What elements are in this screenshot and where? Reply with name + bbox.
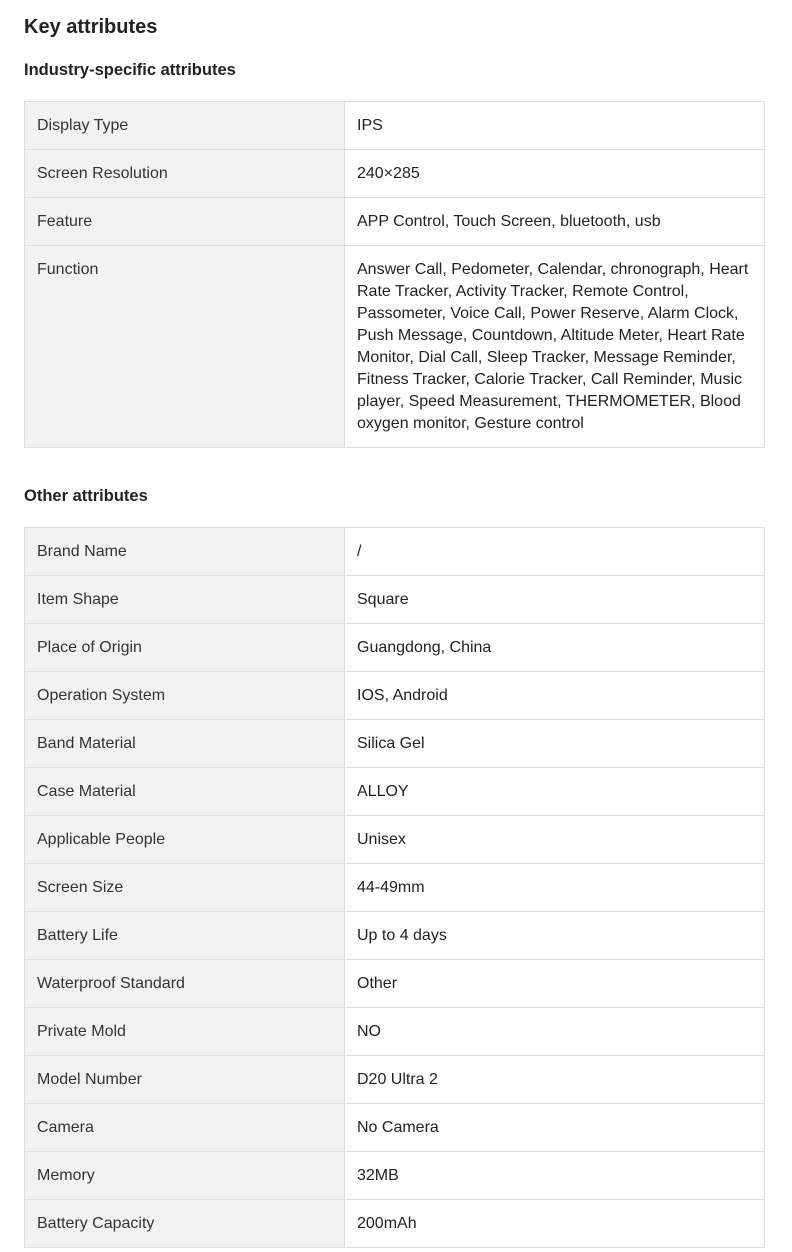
page-title: Key attributes [24, 16, 158, 38]
attribute-key: Screen Resolution [25, 150, 345, 198]
attribute-key: Display Type [25, 102, 345, 150]
section-title-industry-specific: Industry-specific attributes [24, 61, 236, 79]
attribute-row [25, 1152, 765, 1200]
attribute-row [25, 720, 765, 768]
attribute-key: Battery Life [25, 912, 345, 960]
attribute-row [25, 528, 765, 576]
attribute-key: Case Material [25, 768, 345, 816]
industry-attributes-table [24, 101, 765, 448]
attribute-row [25, 102, 765, 150]
attribute-value: IOS, Android [345, 672, 765, 720]
attribute-value: Up to 4 days [345, 912, 765, 960]
attribute-key: Brand Name [25, 528, 345, 576]
attribute-row [25, 198, 765, 246]
attribute-value: Silica Gel [345, 720, 765, 768]
attribute-key: Battery Capacity [25, 1200, 345, 1248]
attribute-row [25, 912, 765, 960]
attribute-key: Private Mold [25, 1008, 345, 1056]
attribute-value: Other [345, 960, 765, 1008]
attribute-key: Operation System [25, 672, 345, 720]
attribute-row [25, 150, 765, 198]
attribute-key: Item Shape [25, 576, 345, 624]
attribute-value: Answer Call, Pedometer, Calendar, chronograph, Heart Rate Tracker, Activity Tracker, Remote Control, Passometer, Voice Call, Power Reserve, Alarm Clock, Push Message, Countdown, Altitude Meter, Heart Rate Monitor, Dial Call, Sleep Tracker, Message Reminder, Fitness Tracker, Calorie Tracker, Call Reminder, Music player, Speed Measurement, THERMOMETER, Blood oxygen monitor, Gesture control [345, 246, 765, 448]
attribute-row [25, 624, 765, 672]
attribute-value: Unisex [345, 816, 765, 864]
attribute-key: Function [25, 246, 345, 448]
attribute-row [25, 768, 765, 816]
attribute-key: Place of Origin [25, 624, 345, 672]
attribute-value: Square [345, 576, 765, 624]
attribute-row [25, 576, 765, 624]
section-title-other: Other attributes [24, 487, 148, 505]
attribute-value: / [345, 528, 765, 576]
attribute-row [25, 672, 765, 720]
attribute-row [25, 816, 765, 864]
attribute-key: Feature [25, 198, 345, 246]
attribute-row [25, 246, 765, 448]
attribute-row [25, 1056, 765, 1104]
attribute-row [25, 864, 765, 912]
attribute-row [25, 1200, 765, 1248]
attribute-row [25, 1104, 765, 1152]
attribute-value: APP Control, Touch Screen, bluetooth, usb [345, 198, 765, 246]
attribute-value: 200mAh [345, 1200, 765, 1248]
attribute-value: IPS [345, 102, 765, 150]
attribute-key: Waterproof Standard [25, 960, 345, 1008]
attribute-value: 44-49mm [345, 864, 765, 912]
attribute-value: 240×285 [345, 150, 765, 198]
attribute-key: Camera [25, 1104, 345, 1152]
attribute-value: 32MB [345, 1152, 765, 1200]
attribute-key: Band Material [25, 720, 345, 768]
attribute-value: Guangdong, China [345, 624, 765, 672]
attribute-row [25, 960, 765, 1008]
other-attributes-table [24, 527, 765, 1248]
attribute-value: NO [345, 1008, 765, 1056]
attribute-key: Screen Size [25, 864, 345, 912]
attribute-key: Memory [25, 1152, 345, 1200]
attribute-value: D20 Ultra 2 [345, 1056, 765, 1104]
attribute-key: Applicable People [25, 816, 345, 864]
attribute-value: No Camera [345, 1104, 765, 1152]
attribute-key: Model Number [25, 1056, 345, 1104]
attribute-row [25, 1008, 765, 1056]
attribute-value: ALLOY [345, 768, 765, 816]
